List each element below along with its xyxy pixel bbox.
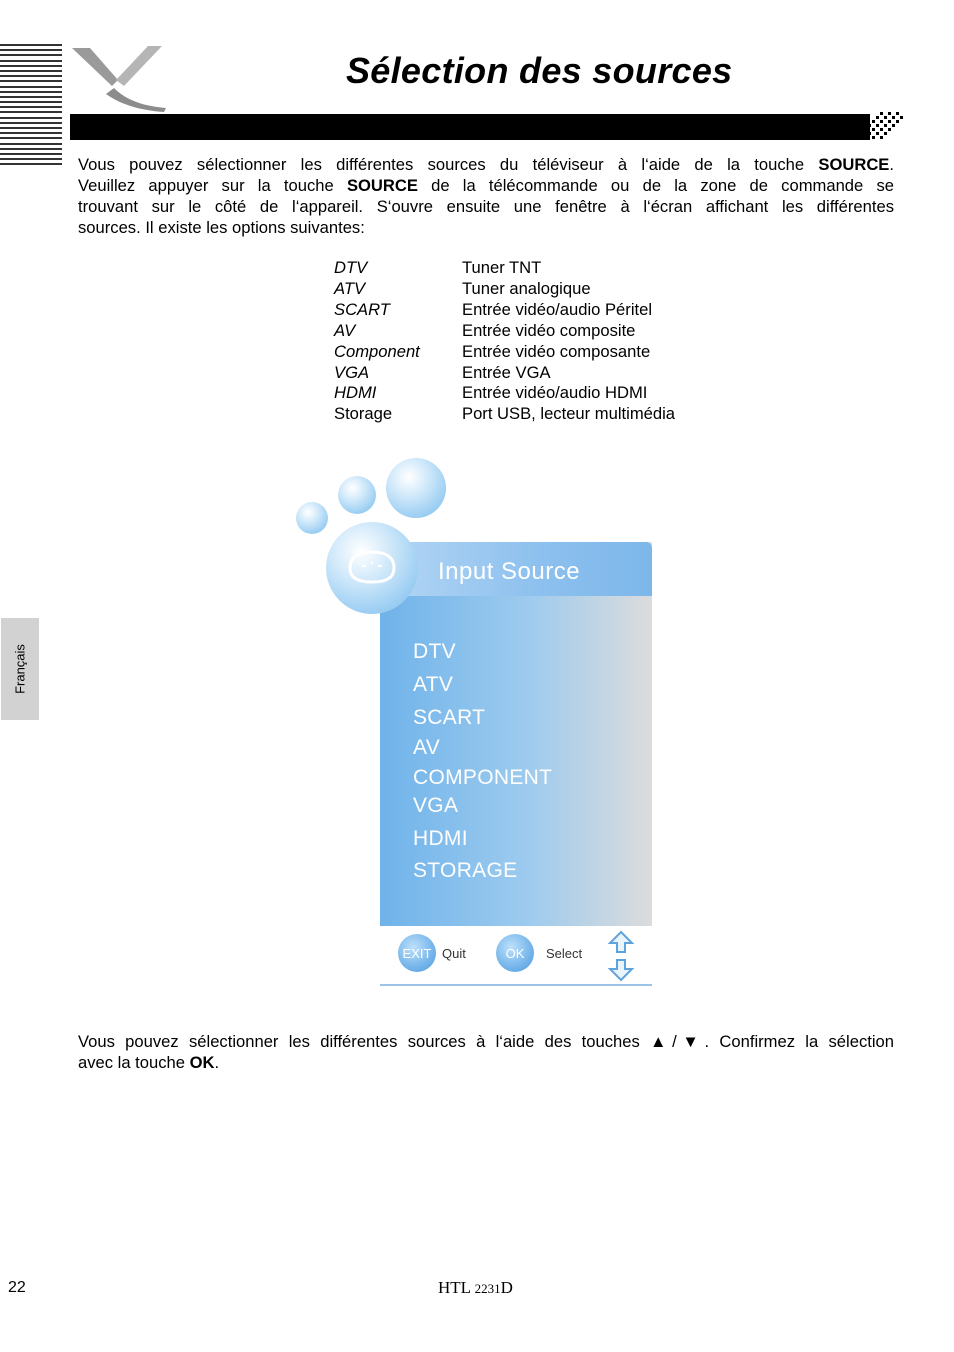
select-label: Select xyxy=(546,946,583,961)
option-row: SCART Entrée vidéo/audio Péritel xyxy=(334,299,653,319)
language-label: Français xyxy=(12,644,28,694)
menu-item-atv[interactable]: ATV xyxy=(413,673,454,696)
page-title: Sélection des sources xyxy=(346,50,733,91)
menu-title: Input Source xyxy=(438,558,581,585)
option-row: ATV Tuner analogique xyxy=(334,278,591,298)
title-underline-bar xyxy=(70,114,870,140)
page-number: 22 xyxy=(8,1279,26,1296)
menu-item-component[interactable]: COMPONENT xyxy=(413,766,553,789)
intro-paragraph xyxy=(78,154,894,238)
intro-line-4: sources. Il existe les options suivantes: xyxy=(78,218,365,237)
ok-button[interactable]: OK xyxy=(496,934,534,972)
menu-item-dtv[interactable]: DTV xyxy=(413,640,456,663)
intro-line-2: Veuillez appuyer sur la touche SOURCE de la télécommande ou de la zone de commande se xyxy=(78,176,894,195)
intro-line-1: Vous pouvez sélectionner les différentes sources du téléviseur à l‘aide de la touche SOURCE. xyxy=(78,155,894,174)
source-options-list xyxy=(334,258,675,425)
title-bar-dot-pattern xyxy=(862,110,906,142)
intro-line-3: trouvant sur le côté de l‘appareil. S‘ouvre ensuite une fenêtre à l‘écran affichant les différentes xyxy=(78,197,894,216)
option-row: HDMI Entrée vidéo/audio HDMI xyxy=(334,383,648,403)
decorative-stripes xyxy=(0,44,62,172)
option-row: Component Entrée vidéo composante xyxy=(334,341,651,361)
menu-item-vga[interactable]: VGA xyxy=(413,794,459,817)
input-icon-bubble xyxy=(326,522,418,614)
decorative-bubble xyxy=(386,458,446,518)
decorative-bubble xyxy=(338,476,376,514)
instruction-line-1: Vous pouvez sélectionner les différentes sources à l‘aide des touches ▲/▼. Confirmez la sélection xyxy=(78,1032,894,1051)
option-row: VGA Entrée VGA xyxy=(334,362,551,382)
option-row: DTV Tuner TNT xyxy=(334,258,542,277)
option-row: Storage Port USB, lecteur multimédia xyxy=(334,404,676,424)
instruction-paragraph xyxy=(78,1031,894,1073)
menu-item-hdmi[interactable]: HDMI xyxy=(413,827,468,850)
language-side-tab xyxy=(1,618,39,720)
instruction-line-2: avec la touche OK. xyxy=(78,1053,220,1072)
option-row: AV Entrée vidéo composite xyxy=(334,320,636,340)
exit-button[interactable]: EXIT xyxy=(398,934,436,972)
exit-label: Quit xyxy=(442,946,466,961)
up-down-arrows-icon xyxy=(606,930,636,982)
menu-item-av[interactable]: AV xyxy=(413,736,441,759)
x-brand-logo xyxy=(66,42,170,112)
decorative-bubble xyxy=(296,502,328,534)
input-source-icon xyxy=(326,522,418,614)
model-name: HTL 2231D xyxy=(438,1278,513,1297)
input-source-screenshot xyxy=(290,452,662,992)
menu-item-storage[interactable]: STORAGE xyxy=(413,859,518,882)
menu-item-scart[interactable]: SCART xyxy=(413,706,486,729)
